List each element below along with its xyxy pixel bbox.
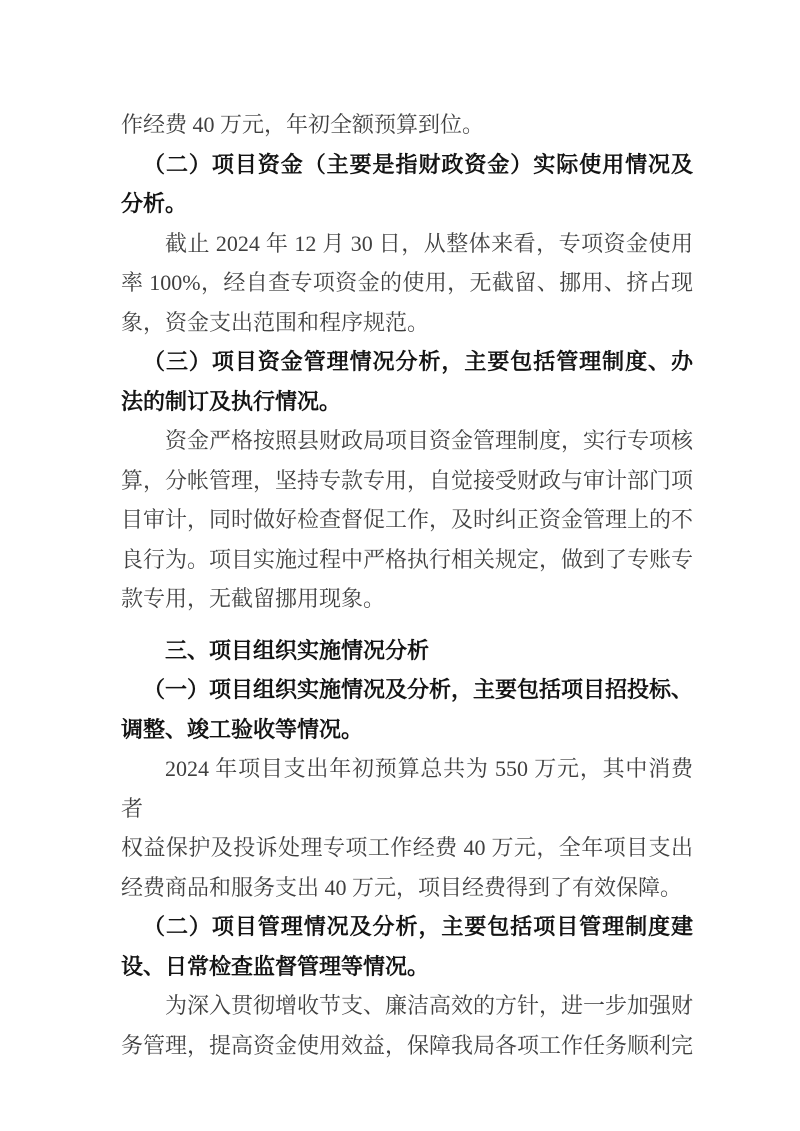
text-line: 象，资金支出范围和程序规范。 <box>121 309 430 335</box>
subheading-project-funds-usage <box>121 145 693 224</box>
subheading-line: （二）项目管理情况及分析，主要包括项目管理制度建 <box>143 914 693 939</box>
text-line: 目审计，同时做好检查督促工作，及时纠正资金管理上的不 <box>121 507 694 532</box>
section-heading-implementation <box>121 631 693 671</box>
text-line: 截止 2024 年 12 月 30 日，从整体来看，专项资金使用 <box>165 230 693 256</box>
subheading-line: （三）项目资金管理情况分析，主要包括管理制度、办 <box>143 349 693 374</box>
text-line: 权益保护及投诉处理专项工作经费 40 万元，全年项目支出 <box>121 835 693 860</box>
paragraph-financial-management <box>121 986 693 1065</box>
subheading-line: （二）项目资金（主要是指财政资金）实际使用情况及 <box>143 151 693 177</box>
text-line: 经费商品和服务支出 40 万元，项目经费得到了有效保障。 <box>121 874 683 900</box>
subheading-line: 调整、竣工验收等情况。 <box>121 716 364 742</box>
text-line: 良行为。项目实施过程中严格执行相关规定，做到了专账专 <box>121 546 694 572</box>
text-line: 算，分帐管理，坚持专款专用，自觉接受财政与审计部门项 <box>121 467 694 493</box>
document-body <box>121 105 693 1065</box>
text-line: 资金严格按照县财政局项目资金管理制度，实行专项核 <box>165 428 694 453</box>
subheading-line: 设、日常检查监督管理等情况。 <box>121 953 430 979</box>
text-line: 2024 年项目支出年初预算总共为 550 万元，其中消费者 <box>121 756 693 821</box>
subheading-line: （一）项目组织实施情况及分析，主要包括项目招投标、 <box>143 677 694 702</box>
text-line: 率 100%，经自查专项资金的使用，无截留、挪用、挤占现 <box>121 270 693 295</box>
text-line: 作经费 40 万元，年初全额预算到位。 <box>121 112 485 137</box>
subheading-org-implementation <box>121 670 693 749</box>
subheading-line: 法的制订及执行情况。 <box>121 388 342 414</box>
subheading-funds-management <box>121 342 693 421</box>
paragraph-funds-management-detail <box>121 421 693 619</box>
text-line: 为深入贯彻增收节支、廉洁高效的方针，进一步加强财 <box>165 993 694 1018</box>
section-heading-line: 三、项目组织实施情况分析 <box>165 637 430 663</box>
text-line: 务管理，提高资金使用效益，保障我局各项工作任务顺利完 <box>121 1032 694 1058</box>
subheading-project-management <box>121 907 693 986</box>
subheading-line: 分析。 <box>121 191 188 216</box>
text-line: 款专用，无截留挪用现象。 <box>121 586 386 611</box>
paragraph-continuation <box>121 105 693 145</box>
paragraph-budget-detail <box>121 749 693 907</box>
paragraph-funds-usage-detail <box>121 224 693 343</box>
